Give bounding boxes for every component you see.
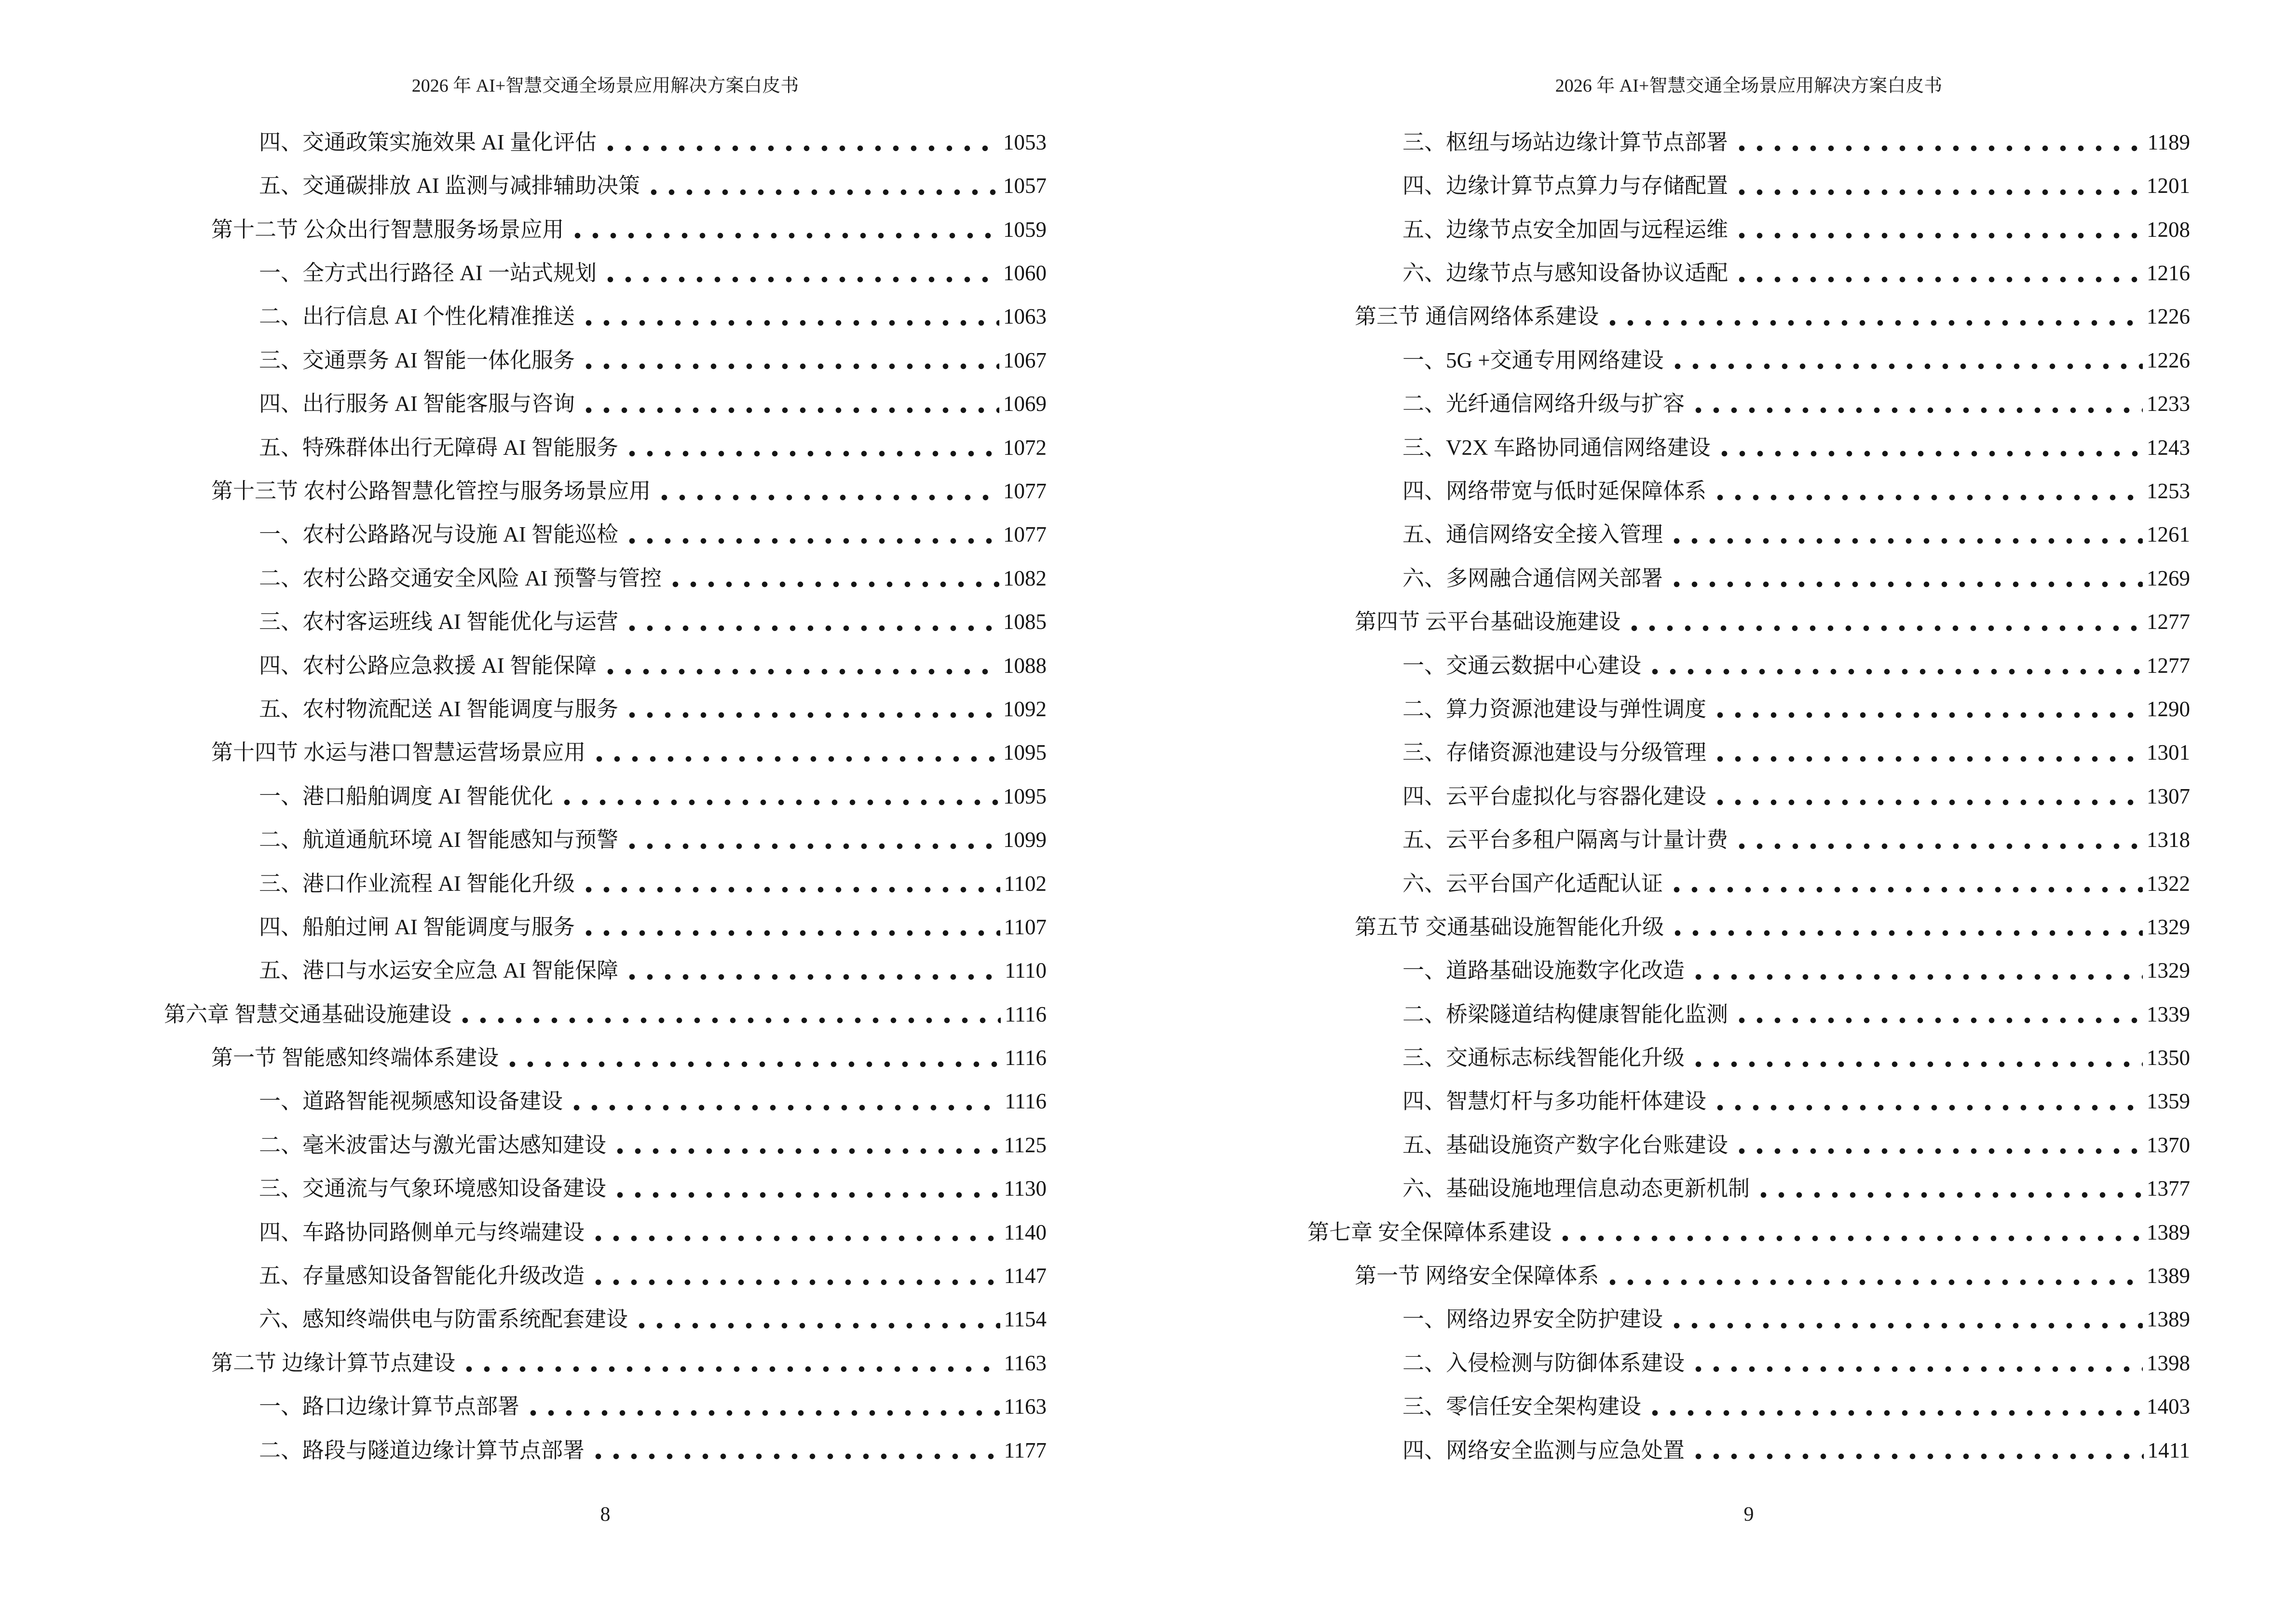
toc-entry-page: 1057 [1003, 174, 1047, 198]
toc-entry [164, 117, 1047, 161]
toc-entry-title: 一、交通云数据中心建设 [1402, 653, 1642, 678]
toc-entry [164, 815, 1047, 858]
toc-entry-title: 二、毫米波雷达与激光雷达感知建设 [259, 1133, 607, 1157]
dot-leader [623, 974, 1001, 980]
toc-entry-page: 1107 [1004, 914, 1047, 939]
dot-leader [1733, 1017, 2143, 1024]
dot-leader [1689, 1061, 2143, 1067]
toc-entry-page: 1154 [1004, 1307, 1047, 1332]
toc-entry-page: 1290 [2147, 696, 2190, 721]
toc-entry [164, 641, 1047, 684]
dot-leader [1711, 756, 2143, 762]
toc-entry-title: 三、枢纽与场站边缘计算节点部署 [1402, 130, 1729, 154]
toc-entry-title: 五、交通碳排放 AI 监测与减排辅助决策 [259, 174, 640, 198]
dot-leader [1733, 189, 2143, 195]
toc-entry-title: 四、网络带宽与低时延保障体系 [1402, 479, 1707, 504]
dot-leader [1711, 799, 2143, 805]
dot-leader [1711, 1105, 2143, 1111]
toc-entry [1307, 466, 2190, 509]
toc-entry-title: 二、算力资源池建设与弹性调度 [1402, 696, 1707, 721]
toc-entry-page: 1216 [2147, 261, 2190, 286]
dot-leader [1556, 1235, 2143, 1242]
toc-entry [1307, 727, 2190, 771]
toc-entry [164, 597, 1047, 640]
toc-entry-page: 1359 [2147, 1089, 2190, 1114]
toc-entry-page: 1177 [1004, 1438, 1047, 1462]
toc-entry-title: 五、存量感知设备智能化升级改造 [259, 1264, 585, 1288]
toc-entry-title: 四、车路协同路侧单元与终端建设 [259, 1220, 585, 1244]
toc-entry-page: 1389 [2147, 1264, 2190, 1288]
toc-entry [1307, 684, 2190, 727]
toc-entry-title: 第七章 安全保障体系建设 [1307, 1220, 1552, 1244]
toc-entry [164, 1251, 1047, 1294]
page-number: 9 [1743, 1503, 1754, 1526]
toc-entry [164, 1207, 1047, 1251]
toc-entry-title: 四、云平台虚拟化与容器化建设 [1402, 784, 1707, 808]
toc-entry-page: 1095 [1003, 740, 1047, 765]
toc-entry-page: 1116 [1005, 1002, 1047, 1026]
page-9 [1144, 0, 2287, 1624]
dot-leader [558, 799, 999, 805]
toc-entry-page: 1069 [1003, 392, 1047, 416]
toc-entry [164, 727, 1047, 771]
toc-entry-page: 1147 [1004, 1264, 1047, 1288]
dot-leader [590, 756, 999, 762]
toc-entry-page: 1243 [2147, 435, 2190, 460]
dot-leader [623, 538, 999, 544]
toc-entry-page: 1370 [2147, 1133, 2190, 1157]
toc-entry-title: 三、存储资源池建设与分级管理 [1402, 740, 1707, 765]
toc-entry-title: 五、云平台多租户隔离与计量计费 [1402, 828, 1729, 852]
toc-entry-title: 一、路口边缘计算节点部署 [259, 1394, 520, 1419]
toc-entry-page: 1277 [2147, 610, 2190, 634]
toc-entry-title: 二、桥梁隧道结构健康智能化监测 [1402, 1002, 1729, 1026]
toc-entry-title: 三、交通流与气象环境感知设备建设 [259, 1176, 607, 1201]
dot-leader [1689, 974, 2143, 980]
dot-leader [623, 843, 999, 849]
toc-entry [164, 1381, 1047, 1425]
toc-entry-title: 四、网络安全监测与应急处置 [1402, 1438, 1685, 1462]
toc-entry-page: 1189 [2147, 130, 2190, 154]
toc-entry [164, 553, 1047, 597]
toc-entry-title: 二、农村公路交通安全风险 AI 预警与管控 [259, 566, 662, 590]
toc-entry [164, 248, 1047, 291]
toc-entry-title: 一、道路智能视频感知设备建设 [259, 1089, 563, 1114]
toc-entry-title: 二、出行信息 AI 个性化精准推送 [259, 304, 575, 329]
toc-entry [1307, 1425, 2190, 1469]
dot-leader [580, 407, 999, 413]
dot-leader [1668, 538, 2143, 544]
toc-entry-title: 五、农村物流配送 AI 智能调度与服务 [259, 696, 618, 721]
dot-leader [645, 189, 999, 195]
toc-entry [164, 945, 1047, 989]
toc-entry [1307, 248, 2190, 291]
toc-entry [164, 423, 1047, 466]
toc-entry-title: 六、基础设施地理信息动态更新机制 [1402, 1176, 1750, 1201]
toc-entry-page: 1233 [2147, 392, 2190, 416]
toc-entry [1307, 945, 2190, 989]
toc-entry-page: 1201 [2147, 174, 2190, 198]
dot-leader [1669, 363, 2143, 369]
toc-entry-page: 1085 [1003, 610, 1047, 634]
toc-entry-title: 第一节 网络安全保障体系 [1355, 1264, 1599, 1288]
toc-entry [164, 1295, 1047, 1338]
toc-entry-title: 第二节 边缘计算节点建设 [211, 1351, 456, 1375]
dot-leader [633, 1323, 1000, 1329]
toc-entry-title: 四、出行服务 AI 智能客服与咨询 [259, 392, 575, 416]
dot-leader [1668, 887, 2143, 893]
toc-entry-page: 1077 [1003, 522, 1047, 547]
toc-entry-page: 1082 [1003, 566, 1047, 590]
toc-entry-title: 一、网络边界安全防护建设 [1402, 1307, 1663, 1332]
dot-leader [1711, 494, 2143, 501]
toc-entry-page: 1077 [1003, 479, 1047, 504]
toc-entry-page: 1053 [1003, 130, 1047, 154]
dot-leader [1646, 1410, 2143, 1416]
dot-leader [1669, 930, 2143, 936]
toc-entry-page: 1163 [1004, 1351, 1047, 1375]
toc-entry-page: 1398 [2147, 1351, 2190, 1375]
toc-entry-title: 四、智慧灯杆与多功能杆体建设 [1402, 1089, 1707, 1114]
toc-entry-title: 五、通信网络安全接入管理 [1402, 522, 1663, 547]
toc-entry-page: 1389 [2147, 1220, 2190, 1244]
toc-entry [1307, 161, 2190, 204]
toc-entry-page: 1099 [1003, 828, 1047, 852]
toc-entry [164, 1338, 1047, 1381]
toc-entry [164, 379, 1047, 422]
toc-entry [1307, 771, 2190, 815]
toc-entry [1307, 1338, 2190, 1381]
toc-entry-page: 1411 [2147, 1438, 2190, 1462]
toc-entry [164, 902, 1047, 945]
toc-entry-title: 三、V2X 车路协同通信网络建设 [1402, 435, 1711, 460]
toc-entry-title: 六、云平台国产化适配认证 [1402, 871, 1663, 896]
toc-entry [1307, 989, 2190, 1033]
toc-entry-page: 1339 [2147, 1002, 2190, 1026]
dot-leader [1711, 712, 2143, 718]
toc-entry-title: 五、特殊群体出行无障碍 AI 智能服务 [259, 435, 618, 460]
toc-entry-page: 1063 [1003, 304, 1047, 329]
dot-leader [611, 1148, 1000, 1154]
dot-leader [524, 1410, 1000, 1416]
toc-entry-title: 三、港口作业流程 AI 智能化升级 [259, 871, 575, 896]
dot-leader [1755, 1192, 2143, 1198]
toc-entry [1307, 379, 2190, 422]
toc-entry [1307, 1295, 2190, 1338]
dot-leader [1604, 1279, 2143, 1285]
toc-entry-page: 1125 [1004, 1133, 1047, 1157]
dot-leader [601, 145, 999, 151]
toc-entry [164, 1033, 1047, 1076]
dot-leader [667, 581, 999, 587]
dot-leader [580, 887, 1000, 893]
toc-entry [164, 1425, 1047, 1469]
toc-entry [1307, 510, 2190, 553]
toc-entry-title: 一、5G +交通专用网络建设 [1402, 348, 1664, 372]
dot-leader [580, 930, 1000, 936]
toc-entry-title: 六、多网融合通信网关部署 [1402, 566, 1663, 590]
toc-entry-page: 1277 [2147, 653, 2190, 678]
toc-entry [1307, 1033, 2190, 1076]
page-header: 2026 年 AI+智慧交通全场景应用解决方案白皮书 [411, 76, 799, 96]
toc-entry-title: 一、道路基础设施数字化改造 [1402, 958, 1685, 983]
toc-entry-page: 1301 [2147, 740, 2190, 765]
dot-leader [655, 494, 999, 501]
toc-entry [1307, 1381, 2190, 1425]
dot-leader [1625, 625, 2143, 631]
dot-leader [1668, 581, 2143, 587]
dot-leader [460, 1366, 1000, 1372]
dot-leader [1733, 843, 2143, 849]
toc-entry [164, 292, 1047, 335]
toc-entry-title: 第六章 智慧交通基础设施建设 [164, 1002, 452, 1026]
toc-entry [164, 684, 1047, 727]
toc-entry-page: 1322 [2147, 871, 2190, 896]
toc-entry-title: 三、农村客运班线 AI 智能优化与运营 [259, 610, 618, 634]
toc-entry-title: 第十四节 水运与港口智慧运营场景应用 [211, 740, 586, 765]
toc-entry-page: 1163 [1004, 1394, 1047, 1419]
toc-entry [1307, 335, 2190, 379]
dot-leader [456, 1017, 1001, 1024]
page-number: 8 [600, 1503, 611, 1526]
toc-entry-page: 1095 [1003, 784, 1047, 808]
dot-leader [569, 232, 999, 239]
toc-entry [164, 1077, 1047, 1120]
toc-entry-title: 一、全方式出行路径 AI 一站式规划 [259, 261, 597, 286]
dot-leader [601, 669, 999, 675]
toc-entry [1307, 641, 2190, 684]
dot-leader [589, 1279, 1000, 1285]
dot-leader [1733, 1148, 2143, 1154]
toc-entry-page: 1329 [2147, 914, 2190, 939]
toc-entry-page: 1088 [1003, 653, 1047, 678]
toc-entry [1307, 423, 2190, 466]
toc-entry-page: 1269 [2147, 566, 2190, 590]
toc-entry-title: 六、感知终端供电与防雷系统配套建设 [259, 1307, 628, 1332]
toc-entry-page: 1072 [1003, 435, 1047, 460]
toc-entry [164, 1163, 1047, 1207]
toc-entry-title: 六、边缘节点与感知设备协议适配 [1402, 261, 1729, 286]
dot-leader [580, 363, 999, 369]
toc-entry-page: 1377 [2147, 1176, 2190, 1201]
toc-entry-title: 第十三节 农村公路智慧化管控与服务场景应用 [211, 479, 651, 504]
dot-leader [1689, 1366, 2143, 1372]
toc-entry-page: 1253 [2147, 479, 2190, 504]
toc-list [164, 117, 1047, 1469]
toc-entry [1307, 292, 2190, 335]
toc-entry-title: 五、港口与水运安全应急 AI 智能保障 [259, 958, 618, 983]
dot-leader [504, 1061, 1001, 1067]
toc-entry-title: 二、航道通航环境 AI 智能感知与预警 [259, 828, 618, 852]
toc-entry [164, 1120, 1047, 1163]
toc-entry-page: 1140 [1004, 1220, 1047, 1244]
toc-entry-title: 二、光纤通信网络升级与扩容 [1402, 392, 1685, 416]
toc-entry-page: 1116 [1005, 1089, 1047, 1114]
toc-entry-page: 1350 [2147, 1046, 2190, 1070]
toc-entry [1307, 1163, 2190, 1207]
toc-entry [1307, 815, 2190, 858]
dot-leader [611, 1192, 1000, 1198]
toc-entry-title: 第十二节 公众出行智慧服务场景应用 [211, 217, 564, 242]
dot-leader [1733, 145, 2144, 151]
toc-entry-page: 1102 [1004, 871, 1047, 896]
toc-entry [1307, 1077, 2190, 1120]
dot-leader [623, 625, 999, 631]
toc-entry-page: 1110 [1005, 958, 1047, 983]
toc-entry-page: 1092 [1003, 696, 1047, 721]
toc-entry [164, 161, 1047, 204]
dot-leader [601, 276, 999, 283]
toc-entry-title: 二、入侵检测与防御体系建设 [1402, 1351, 1685, 1375]
toc-entry [164, 771, 1047, 815]
toc-entry [164, 510, 1047, 553]
dot-leader [1733, 232, 2143, 239]
toc-entry-title: 第五节 交通基础设施智能化升级 [1355, 914, 1664, 939]
dot-leader [623, 712, 999, 718]
toc-entry-title: 第一节 智能感知终端体系建设 [211, 1046, 499, 1070]
toc-entry-title: 三、交通票务 AI 智能一体化服务 [259, 348, 575, 372]
dot-leader [1668, 1323, 2143, 1329]
toc-entry [164, 859, 1047, 902]
toc-entry [1307, 859, 2190, 902]
toc-entry-page: 1389 [2147, 1307, 2190, 1332]
toc-entry [164, 205, 1047, 248]
dot-leader [623, 450, 999, 457]
toc-entry-page: 1208 [2147, 217, 2190, 242]
toc-entry-title: 五、边缘节点安全加固与远程运维 [1402, 217, 1729, 242]
toc-entry [1307, 902, 2190, 945]
toc-entry [164, 335, 1047, 379]
dot-leader [589, 1235, 1000, 1242]
dot-leader [1733, 276, 2143, 283]
toc-entry-title: 四、边缘计算节点算力与存储配置 [1402, 174, 1729, 198]
toc-entry-page: 1403 [2147, 1394, 2190, 1419]
toc-list [1307, 117, 2190, 1469]
toc-entry-page: 1116 [1005, 1046, 1047, 1070]
dot-leader [589, 1453, 1000, 1460]
toc-entry-title: 四、农村公路应急救援 AI 智能保障 [259, 653, 597, 678]
toc-entry-page: 1067 [1003, 348, 1047, 372]
toc-entry-page: 1307 [2147, 784, 2190, 808]
toc-entry [1307, 205, 2190, 248]
toc-entry-title: 五、基础设施资产数字化台账建设 [1402, 1133, 1729, 1157]
toc-entry-page: 1130 [1004, 1176, 1047, 1201]
dot-leader [1689, 407, 2143, 413]
toc-entry-title: 二、路段与隧道边缘计算节点部署 [259, 1438, 585, 1462]
toc-entry-page: 1226 [2147, 304, 2190, 329]
toc-entry [1307, 1207, 2190, 1251]
toc-entry [1307, 1251, 2190, 1294]
toc-entry-title: 三、交通标志标线智能化升级 [1402, 1046, 1685, 1070]
toc-entry-page: 1261 [2147, 522, 2190, 547]
page-header: 2026 年 AI+智慧交通全场景应用解决方案白皮书 [1555, 76, 1943, 96]
toc-entry-title: 一、农村公路路况与设施 AI 智能巡检 [259, 522, 618, 547]
toc-entry [1307, 1120, 2190, 1163]
toc-entry-title: 四、船舶过闸 AI 智能调度与服务 [259, 914, 575, 939]
toc-entry-page: 1060 [1003, 261, 1047, 286]
dot-leader [1604, 320, 2143, 326]
toc-entry [164, 466, 1047, 509]
toc-entry-title: 三、零信任安全架构建设 [1402, 1394, 1642, 1419]
toc-entry-title: 第四节 云平台基础设施建设 [1355, 610, 1621, 634]
toc-entry [1307, 553, 2190, 597]
toc-entry [1307, 597, 2190, 640]
toc-entry [1307, 117, 2190, 161]
dot-leader [568, 1105, 1001, 1111]
toc-entry-title: 第三节 通信网络体系建设 [1355, 304, 1599, 329]
dot-leader [1715, 450, 2143, 457]
dot-leader [580, 320, 999, 326]
toc-entry [164, 989, 1047, 1033]
toc-entry-page: 1329 [2147, 958, 2190, 983]
dot-leader [1646, 669, 2143, 675]
dot-leader [1689, 1453, 2144, 1460]
toc-entry-page: 1318 [2147, 828, 2190, 852]
toc-entry-title: 一、港口船舶调度 AI 智能优化 [259, 784, 553, 808]
toc-entry-page: 1059 [1003, 217, 1047, 242]
toc-entry-page: 1226 [2147, 348, 2190, 372]
toc-entry-title: 四、交通政策实施效果 AI 量化评估 [259, 130, 597, 154]
